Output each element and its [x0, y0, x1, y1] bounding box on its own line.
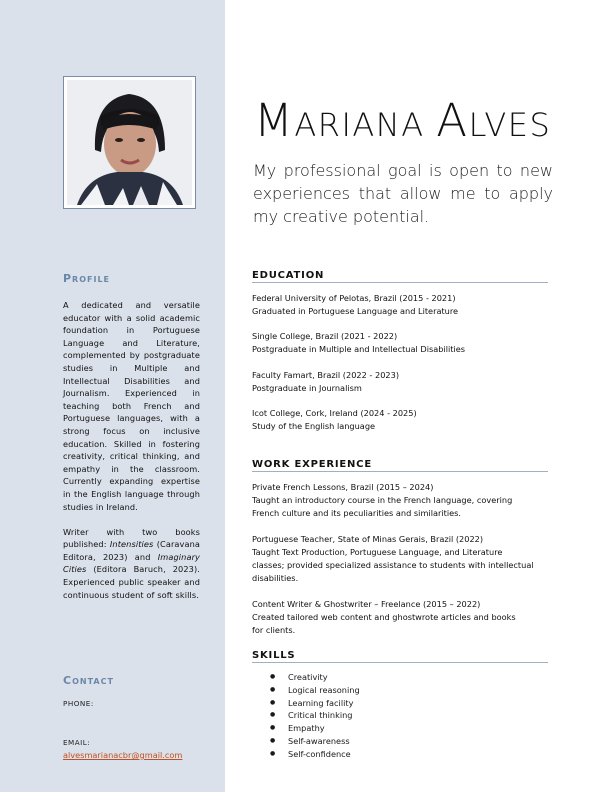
professional-goal: My professional goal is open to new experiences that allow me to apply my creative potential. [253, 161, 553, 226]
email-label: EMAIL: [63, 738, 91, 747]
work-experience-title: WORK EXPERIENCE [252, 459, 548, 472]
profile-paragraph-2: Writer with two books published: Intensities (Caravana Editora, 2023) and Imaginary Cities (Editora Baruch, 2023). Experienced public speaker and continuous student of soft skills. [63, 526, 200, 600]
profile-paragraph-1: A dedicated and versatile educator with a solid academic foundation in Portuguese Language and Literature, complemented by postgraduate studies in Multiple and Intellectual Disabilities and Journalism. Experienced in teaching both French and Portuguese languages, with a strong focus on inclusive education. Skilled in fostering creativity, critical thinking, and empathy in the classroom. Currently expanding expertise in the English language through studies in Ireland. [63, 300, 200, 512]
profile-summary [63, 299, 200, 614]
work-item: Portuguese Teacher, State of Minas Gerais, Brazil (2022) Taught Text Production, Portuguese Language, and Literature classes; provided specialized assistance to students with intellectual disabilities. [252, 534, 534, 583]
phone-label: PHONE: [63, 699, 94, 708]
email-link[interactable]: alvesmarianacbr@gmail.com [63, 750, 183, 760]
skills-list [270, 671, 360, 761]
education-item: Faculty Famart, Brazil (2022 - 2023) Postgraduate in Journalism [252, 370, 400, 393]
profile-heading: Profile [63, 272, 111, 285]
skill-item: ● Self-awareness [270, 735, 360, 748]
book-title-2: Imaginary Cities [63, 551, 200, 575]
skill-item: ● Creativity [270, 671, 360, 684]
skill-item: ● Self-confidence [270, 748, 360, 761]
book-title-1: Intensities [109, 539, 154, 550]
skill-item: ● Critical thinking [270, 709, 360, 722]
skill-item: ● Learning facility [270, 697, 360, 710]
profile-photo-frame [63, 76, 196, 209]
full-name: MARIANA ALVES [254, 94, 552, 147]
work-item: Private French Lessons, Brazil (2015 – 2024) Taught an introductory course in the French language, covering French culture and its peculiarities and similarities. [252, 482, 513, 518]
contact-heading: Contact [63, 674, 114, 687]
education-item: Federal University of Pelotas, Brazil (2015 - 2021) Graduated in Portuguese Language and Literature [252, 293, 459, 316]
skill-item: ● Empathy [270, 722, 360, 735]
education-title: EDUCATION [252, 270, 548, 283]
education-item: Icot College, Cork, Ireland (2024 - 2025) Study of the English language [252, 408, 417, 431]
profile-photo [67, 80, 192, 205]
work-item: Content Writer & Ghostwriter – Freelance (2015 – 2022) Created tailored web content and ghostwrote articles and books for clients. [252, 599, 516, 635]
education-item: Single College, Brazil (2021 - 2022) Postgraduate in Multiple and Intellectual Disabilities [252, 331, 466, 354]
skills-title: SKILLS [252, 650, 548, 663]
skill-item: ● Logical reasoning [270, 684, 360, 697]
